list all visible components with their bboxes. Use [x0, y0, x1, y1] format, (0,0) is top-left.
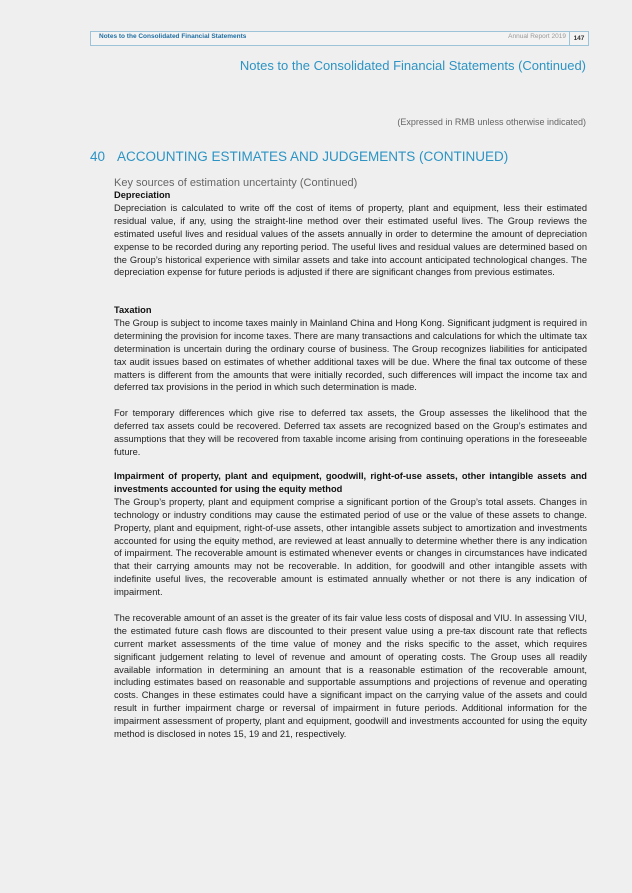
currency-note: (Expressed in RMB unless otherwise indicated)	[397, 117, 586, 127]
impairment-paragraph-2: The recoverable amount of an asset is the greater of its fair value less costs of disposal and VIU. In assessing VIU, the estimated future cash flows are discounted to their present value using a pre-tax discount rate that reflects current market assessments of the time value of money and the risks specific to the asset, which requires significant judgement relating to level of revenue and amount of operating costs. The Group uses all readily available information in determining an amount that is a reasonable estimation of the recoverable amount, including estimates based on reasonable and supportable assumptions and projections of revenue and operating costs. Changes in these estimates could have a significant impact on the carrying value of the assets and could result in further impairment charge or reversal of impairment in future periods. Additional information for the impairment assessment of property, plant and equipment, goodwill and investments accounted for using the equity method is disclosed in notes 15, 19 and 21, respectively.	[114, 612, 587, 740]
taxation-block	[114, 304, 587, 459]
taxation-paragraph-2: For temporary differences which give rise to deferred tax assets, the Group assesses the likelihood that the deferred tax assets could be recovered. Deferred tax assets are recognized based on the Group’s estimates and assumptions that they will be recovered from taxable income arising from continuing operations in the foreseeable future.	[114, 408, 587, 457]
depreciation-paragraph: Depreciation is calculated to write off the cost of items of property, plant and equipment, less their estimated residual value, if any, using the straight-line method over their estimated useful lives. The Group reviews the estimated useful lives and residual values of the assets annually in order to determine the amount of depreciation expense to be recorded during any reporting period. The useful lives and residual values are determined based on the Group’s historical experience with similar assets and take into account anticipated technological changes. The depreciation expense for future periods is adjusted if there are significant changes from previous estimates.	[114, 202, 587, 278]
depreciation-block	[114, 189, 587, 279]
running-header-section: Notes to the Consolidated Financial Statements	[99, 33, 247, 40]
running-header	[90, 31, 589, 46]
depreciation-heading: Depreciation	[114, 190, 171, 200]
taxation-heading: Taxation	[114, 305, 152, 315]
impairment-block	[114, 470, 587, 741]
section-title: ACCOUNTING ESTIMATES AND JUDGEMENTS (CONTINUED)	[117, 149, 509, 164]
page-title: Notes to the Consolidated Financial Statements (Continued)	[239, 58, 586, 73]
taxation-paragraph-1: The Group is subject to income taxes mainly in Mainland China and Hong Kong. Significant judgment is required in determining the provision for income taxes. There are many transactions and calculations for which the ultimate tax determination is uncertain during the ordinary course of business. The Group recognizes liabilities for anticipated tax audit issues based on estimates of whether additional taxes will be due. Where the final tax outcome of these matters is different from the amounts that were initially recorded, such differences will impact the income tax and deferred tax provisions in the period in which such determination is made.	[114, 317, 587, 393]
subsection-heading: Key sources of estimation uncertainty (Continued)	[114, 177, 358, 189]
running-header-report: Annual Report 2019	[508, 33, 566, 40]
section-heading	[90, 149, 508, 164]
page-number: 147	[569, 32, 588, 45]
impairment-heading: Impairment of property, plant and equipment, goodwill, right-of-use assets, other intangible assets and investments accounted for using the equity method	[114, 471, 587, 494]
impairment-paragraph-1: The Group’s property, plant and equipment comprise a significant portion of the Group’s total assets. Changes in technology or industry conditions may cause the estimated period of use or the value of these assets to change. Property, plant and equipment, right-of-use assets, other intangible assets subject to amortization and investments accounted for using the equity method, are reviewed at least annually to determine whether there is any indication of impairment. The recoverable amount is estimated whenever events or changes in circumstances have indicated that their carrying amounts may not be recoverable. In addition, for goodwill and other intangible assets with indefinite useful lives, the recoverable amount is estimated annually whether or not there is any indication of impairment.	[114, 496, 587, 598]
section-number: 40	[90, 149, 106, 164]
